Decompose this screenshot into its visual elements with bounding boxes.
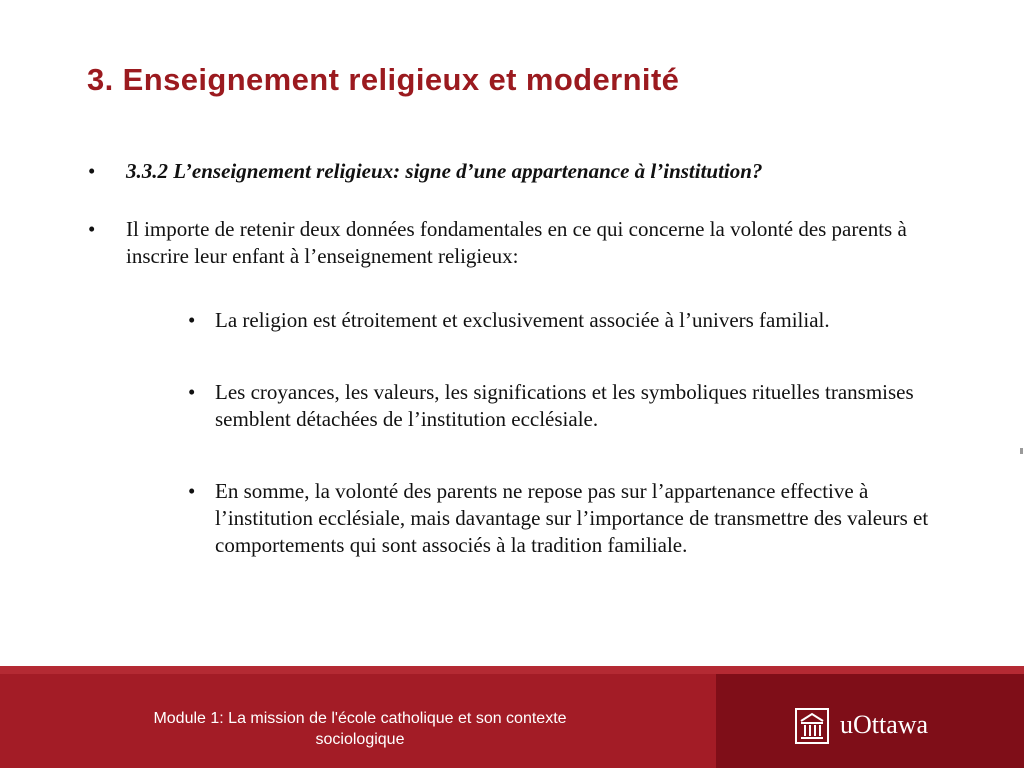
edge-mark	[1020, 448, 1023, 454]
sub-bullet-marker: •	[188, 308, 196, 332]
university-building-icon	[794, 707, 830, 745]
bullet-item	[88, 216, 948, 270]
sub-bullet-item	[188, 307, 948, 334]
bullet-marker: •	[88, 159, 96, 183]
sub-bullet-text: La religion est étroitement et exclusivement associée à l’univers familial.	[215, 308, 830, 332]
bullet-text: 3.3.2 L’enseignement religieux: signe d’une appartenance à l’institution?	[126, 159, 763, 183]
sub-bullet-marker: •	[188, 380, 196, 404]
sub-bullet-text: Les croyances, les valeurs, les significations et les symboliques rituelles transmises semblent détachées de l’institution ecclésiale.	[215, 380, 914, 431]
sub-bullet-item	[188, 379, 948, 433]
slide-title: 3. Enseignement religieux et modernité	[87, 62, 680, 97]
sub-bullet-marker: •	[188, 479, 196, 503]
module-line-2: sociologique	[315, 731, 405, 748]
footer-band	[0, 666, 1024, 674]
footer	[0, 666, 1024, 768]
logo-panel	[716, 674, 1024, 768]
bullet-item	[88, 158, 948, 185]
bullet-marker: •	[88, 217, 96, 241]
sub-bullet-text: En somme, la volonté des parents ne repose pas sur l’appartenance effective à l’institution ecclésiale, mais davantage sur l’importance de transmettre des valeurs et comportements qui sont associés à la tradition familiale.	[215, 479, 929, 557]
bullet-text: Il importe de retenir deux données fondamentales en ce qui concerne la volonté des parents à inscrire leur enfant à l’enseignement religieux:	[126, 217, 907, 268]
brand-name: uOttawa	[840, 710, 929, 739]
bullet-list	[88, 158, 948, 559]
module-caption	[80, 708, 640, 750]
module-line-1: Module 1: La mission de l'école catholique et son contexte	[153, 710, 567, 727]
sub-bullet-item	[188, 478, 948, 559]
